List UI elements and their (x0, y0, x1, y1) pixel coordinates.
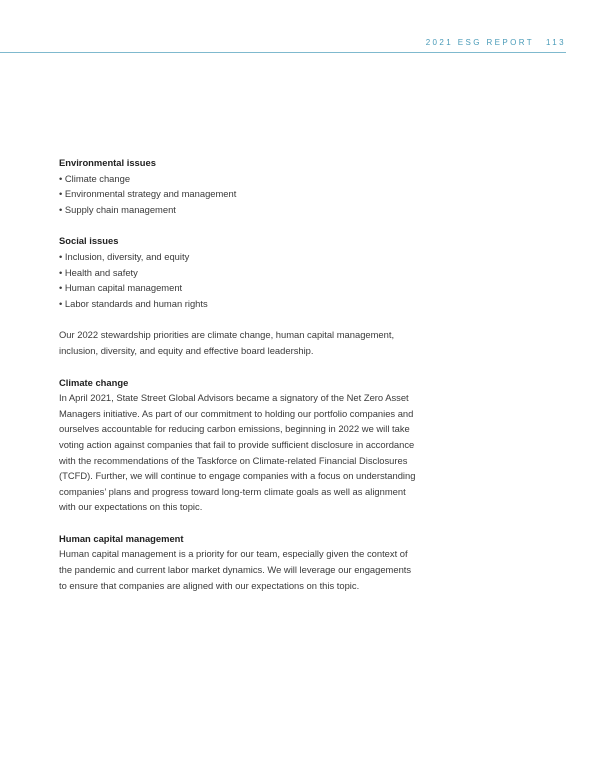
list-item: • Inclusion, diversity, and equity (59, 249, 419, 265)
social-heading: Social issues (59, 235, 119, 247)
climate-paragraph: In April 2021, State Street Global Advisors became a signatory of the Net Zero Asset Managers initiative. As part of our commitment to holding our portfolio companies and ourselves accountable for reducing carbon emissions, beginning in 2022 we will take voting action against companies that fail to provide sufficient disclosure in accordance with the recommendations of the Taskforce on Climate-related Financial Disclosures (TCFD). Further, we will continue to engage companies with a focus on understanding companies’ plans and progress toward long-term climate goals as well as alignment with our expectations on this topic. (59, 392, 416, 513)
human-capital-heading: Human capital management (59, 532, 184, 544)
climate-heading: Climate change (59, 376, 129, 388)
environmental-section (59, 155, 419, 217)
main-content (59, 155, 419, 609)
social-section (59, 233, 419, 311)
human-capital-paragraph: Human capital management is a priority for our team, especially given the context of the pandemic and current labor market dynamics. We will leverage our engagements to ensure that companies are aligned with our expectations on this topic. (59, 548, 412, 591)
list-item: • Health and safety (59, 265, 419, 281)
page-number: 113 (546, 38, 566, 47)
priorities-paragraph: Our 2022 stewardship priorities are climate change, human capital management, inclusion, diversity, and equity and effective board leadership. (59, 329, 395, 356)
environmental-heading: Environmental issues (59, 157, 156, 168)
list-item: • Supply chain management (59, 202, 419, 218)
report-title: 2021 ESG REPORT (425, 38, 535, 47)
page-header (426, 38, 566, 47)
list-item: • Labor standards and human rights (59, 296, 419, 312)
social-list (59, 249, 419, 311)
human-capital-section (59, 531, 419, 593)
list-item: • Environmental strategy and management (59, 186, 419, 202)
header-rule (0, 52, 566, 53)
list-item: • Human capital management (59, 280, 419, 296)
climate-section (59, 375, 419, 515)
priorities-section (59, 327, 419, 358)
list-item: • Climate change (59, 171, 419, 187)
environmental-list (59, 171, 419, 218)
